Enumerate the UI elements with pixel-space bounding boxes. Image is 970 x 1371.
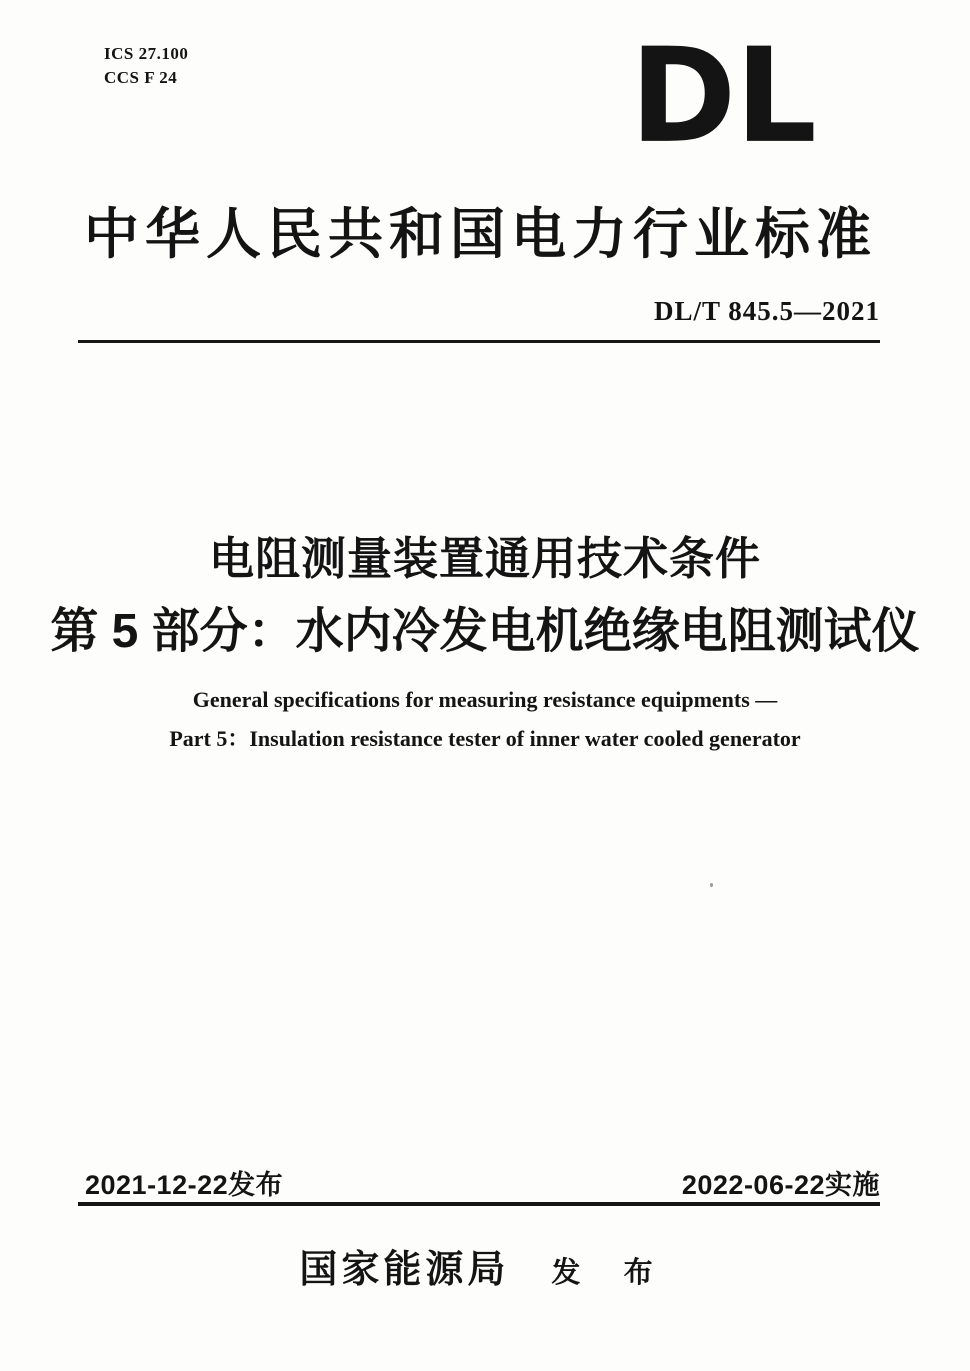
publish-label: 发 布 <box>551 1257 671 1289</box>
top-divider-rule <box>78 340 880 343</box>
scan-artifact-dot <box>710 883 713 887</box>
title-english-line1: General specifications for measuring resistance equipments — <box>192 687 778 712</box>
classification-codes <box>104 42 188 90</box>
publisher-row <box>0 1238 970 1293</box>
standard-name-heading: 中华人民共和国电力行业标准 <box>84 204 878 265</box>
ics-code: ICS 27.100 <box>104 44 189 63</box>
ccs-code: CCS F 24 <box>104 68 178 87</box>
standard-number: DL/T 845.5—2021 <box>653 296 880 326</box>
publisher-name: 国家能源局 <box>299 1249 510 1291</box>
bottom-divider-rule <box>78 1202 880 1206</box>
title-chinese-line1: 电阻测量装置通用技术条件 <box>208 533 761 584</box>
title-chinese-line2: 第 5 部分：水内冷发电机绝缘电阻测试仪 <box>50 605 920 658</box>
issue-date: 2021-12-22发布 <box>85 1170 284 1200</box>
implement-date: 2022-06-22实施 <box>681 1170 880 1200</box>
dl-logo: DL <box>630 20 816 173</box>
title-english-line2: Part 5：Insulation resistance tester of inner water cooled generator <box>169 726 801 751</box>
